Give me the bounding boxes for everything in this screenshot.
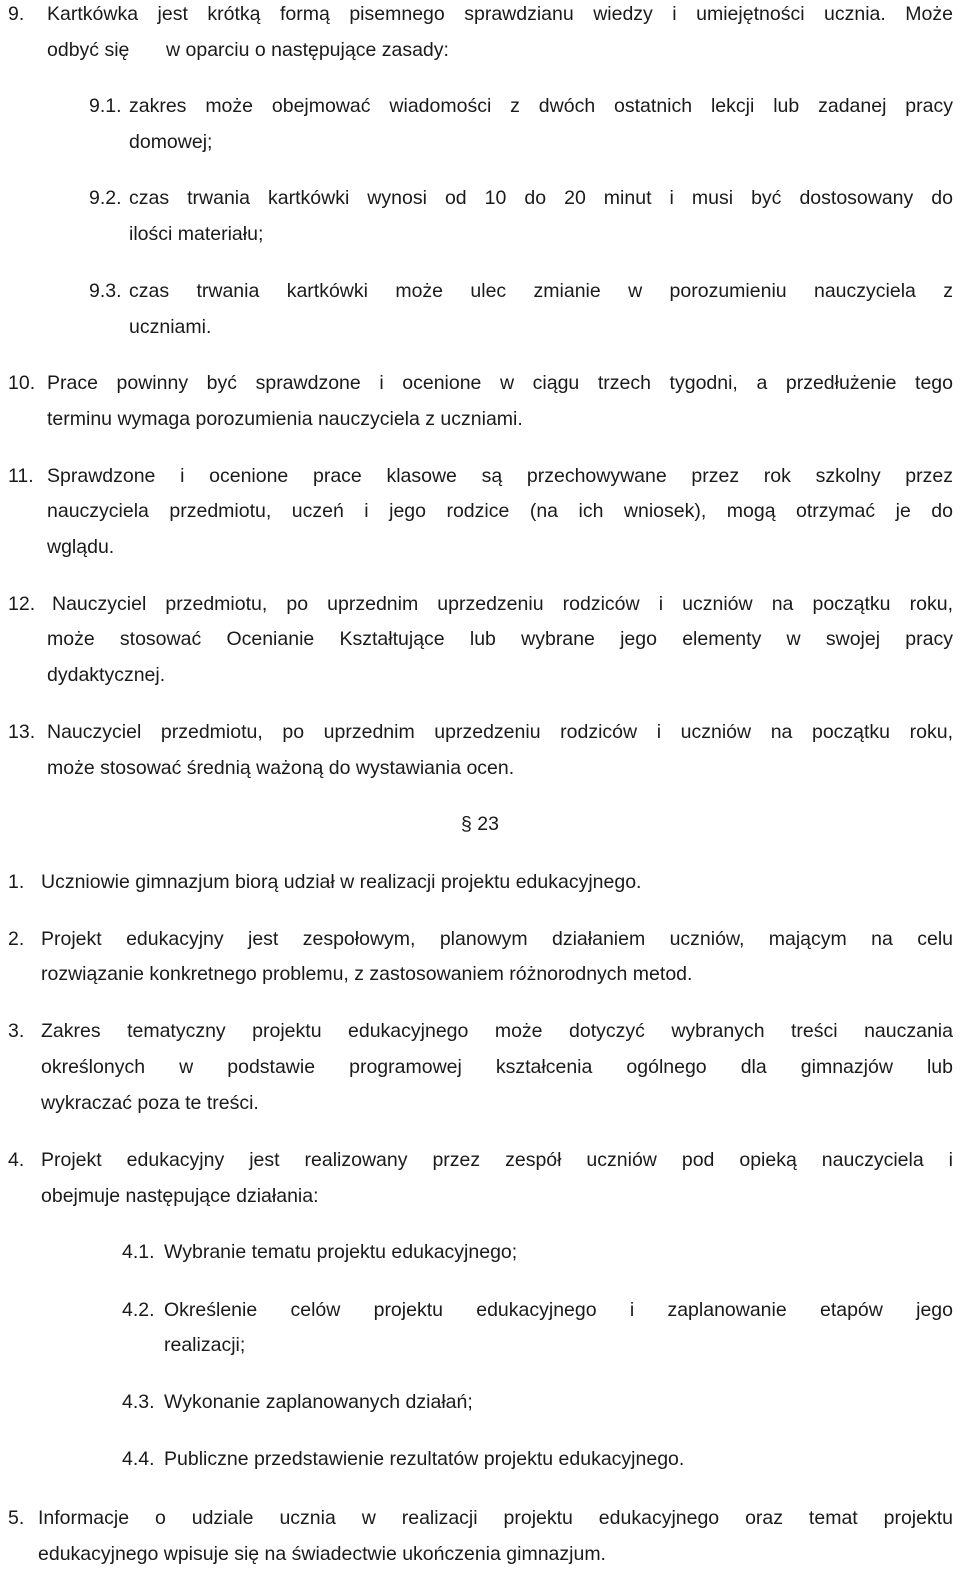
item-9-2-line-1: czas trwania kartkówki wynosi od 10 do 20 minut i musi być dostosowany do — [129, 187, 953, 209]
item-10-line-2: terminu wymaga porozumienia nauczyciela z uczniami. — [47, 408, 523, 430]
item-12-number: 12. — [8, 593, 36, 615]
section-item-4-2-line-2: realizacji; — [164, 1334, 246, 1356]
item-11-line-1: Sprawdzone i ocenione prace klasowe są przechowywane przez rok szkolny przez — [47, 465, 953, 487]
section-item-4-3-number: 4.3. — [122, 1391, 155, 1413]
section-item-1-line-1: Uczniowie gimnazjum biorą udział w realizacji projektu edukacyjnego. — [41, 871, 642, 893]
section-item-4-4-number: 4.4. — [122, 1448, 155, 1470]
section-item-4-line-1: Projekt edukacyjny jest realizowany przez zespół uczniów pod opieką nauczyciela i — [41, 1149, 953, 1171]
section-item-5-number: 5. — [8, 1507, 25, 1529]
item-9-3-line-1: czas trwania kartkówki może ulec zmianie w porozumieniu nauczyciela z — [129, 280, 953, 302]
item-9-line-2a: odbyć się — [47, 39, 130, 61]
item-13-line-2: może stosować średnią ważoną do wystawiania ocen. — [47, 757, 515, 779]
section-item-1-number: 1. — [8, 871, 25, 893]
section-item-5-line-1: Informacje o udziale ucznia w realizacji projektu edukacyjnego oraz temat projektu — [38, 1507, 953, 1529]
item-10-line-1: Prace powinny być sprawdzone i ocenione w ciągu trzech tygodni, a przedłużenie tego — [47, 372, 953, 394]
item-9-1-line-1: zakres może obejmować wiadomości z dwóch ostatnich lekcji lub zadanej pracy — [129, 95, 953, 117]
item-13-number: 13. — [8, 721, 36, 743]
item-9-3-line-2: uczniami. — [129, 316, 212, 338]
section-item-3-line-2: określonych w podstawie programowej kształcenia ogólnego dla gimnazjów lub — [41, 1056, 953, 1078]
section-item-3-line-3: wykraczać poza te treści. — [41, 1092, 259, 1114]
section-item-4-1-number: 4.1. — [122, 1241, 155, 1263]
section-item-3-number: 3. — [8, 1020, 25, 1042]
section-item-2-number: 2. — [8, 928, 25, 950]
item-11-line-2: nauczyciela przedmiotu, uczeń i jego rodzice (na ich wniosek), mogą otrzymać je do — [47, 500, 953, 522]
section-item-3-line-1: Zakres tematyczny projektu edukacyjnego może dotyczyć wybranych treści nauczania — [41, 1020, 953, 1042]
item-9-line-1: Kartkówka jest krótką formą pisemnego sprawdzianu wiedzy i umiejętności ucznia. Może — [47, 3, 953, 25]
section-item-2-line-1: Projekt edukacyjny jest zespołowym, planowym działaniem uczniów, mającym na celu — [41, 928, 953, 950]
item-12-line-1: Nauczyciel przedmiotu, po uprzednim uprzedzeniu rodziców i uczniów na początku roku, — [52, 593, 953, 615]
section-item-4-2-number: 4.2. — [122, 1299, 155, 1321]
section-item-4-2-line-1: Określenie celów projektu edukacyjnego i zaplanowanie etapów jego — [164, 1299, 953, 1321]
item-10-number: 10. — [8, 372, 36, 394]
section-item-4-1-line-1: Wybranie tematu projektu edukacyjnego; — [164, 1241, 518, 1263]
section-item-4-line-2: obejmuje następujące działania: — [41, 1185, 319, 1207]
item-11-number: 11. — [8, 465, 34, 487]
section-item-4-number: 4. — [8, 1149, 25, 1171]
item-12-line-3: dydaktycznej. — [47, 664, 166, 686]
item-9-2-line-2: ilości materiału; — [129, 223, 264, 245]
item-9-1-number: 9.1. — [89, 95, 122, 117]
item-12-line-2: może stosować Ocenianie Kształtujące lub wybrane jego elementy w swojej pracy — [47, 628, 953, 650]
item-9-2-number: 9.2. — [89, 187, 122, 209]
section-item-4-3-line-1: Wykonanie zaplanowanych działań; — [164, 1391, 473, 1413]
item-9-3-number: 9.3. — [89, 280, 122, 302]
section-item-5-line-2: edukacyjnego wpisuje się na świadectwie ukończenia gimnazjum. — [38, 1543, 606, 1565]
item-9-1-line-2: domowej; — [129, 131, 213, 153]
section-item-2-line-2: rozwiązanie konkretnego problemu, z zastosowaniem różnorodnych metod. — [41, 963, 693, 985]
item-9-number: 9. — [8, 3, 25, 25]
item-9-line-2b: w oparciu o następujące zasady: — [166, 39, 449, 61]
section-heading: § 23 — [461, 813, 499, 835]
section-item-4-4-line-1: Publiczne przedstawienie rezultatów projektu edukacyjnego. — [164, 1448, 685, 1470]
item-11-line-3: wglądu. — [47, 536, 115, 558]
item-13-line-1: Nauczyciel przedmiotu, po uprzednim uprzedzeniu rodziców i uczniów na początku roku, — [47, 721, 953, 743]
